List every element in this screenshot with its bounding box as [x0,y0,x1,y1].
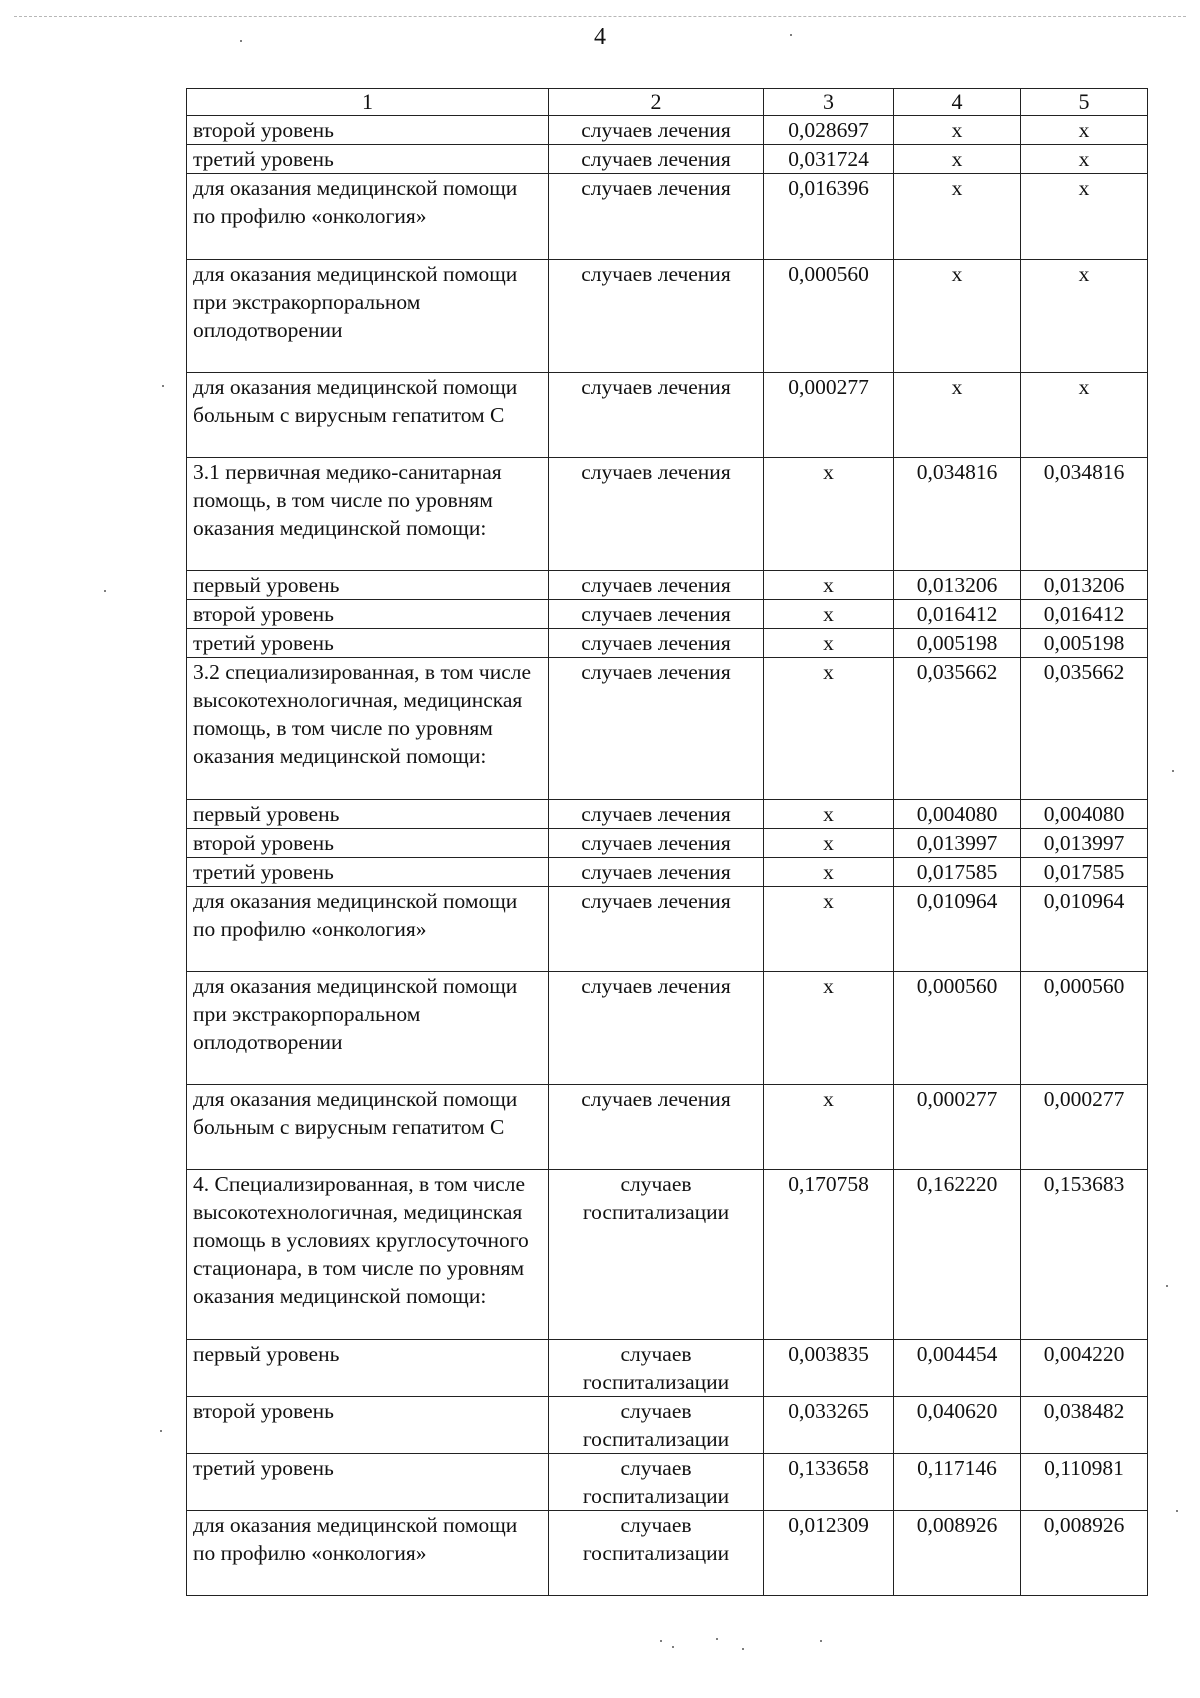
col4-value-cell: 0,000277 [894,1085,1021,1170]
table-row [187,145,1148,174]
col5-value-cell: х [1021,116,1148,145]
col3-value-cell: 0,003835 [764,1340,894,1397]
col5-value-cell: 0,013206 [1021,571,1148,600]
col3-value-cell: х [764,887,894,972]
col5-value-cell: 0,017585 [1021,858,1148,887]
table-row [187,600,1148,629]
table-row [187,629,1148,658]
unit-cell: случаев лечения [549,145,764,174]
column-header: 1 [187,89,549,116]
table-row [187,571,1148,600]
col3-value-cell: 0,031724 [764,145,894,174]
scan-speck [820,1640,822,1642]
col3-value-cell: 0,133658 [764,1454,894,1511]
unit-cell: случаев лечения [549,600,764,629]
column-header: 4 [894,89,1021,116]
table-row [187,800,1148,829]
col5-value-cell: 0,005198 [1021,629,1148,658]
table-row [187,116,1148,145]
col4-value-cell: 0,005198 [894,629,1021,658]
row-label-cell: третий уровень [187,858,549,887]
table-row [187,1170,1148,1340]
col5-value-cell: 0,153683 [1021,1170,1148,1340]
row-label-cell: первый уровень [187,571,549,600]
table-row [187,1085,1148,1170]
col3-value-cell: х [764,858,894,887]
unit-cell: случаев лечения [549,829,764,858]
col5-value-cell: 0,008926 [1021,1511,1148,1596]
row-label-cell: третий уровень [187,629,549,658]
table-row [187,174,1148,260]
col3-value-cell: х [764,571,894,600]
scan-speck [162,385,164,387]
col3-value-cell: х [764,629,894,658]
row-label-cell: первый уровень [187,800,549,829]
table-row [187,373,1148,458]
row-label-cell: для оказания медицинской помощи по профилю «онкология» [187,887,549,972]
row-label-cell: первый уровень [187,1340,549,1397]
data-table [186,88,1148,1596]
row-label-cell: третий уровень [187,1454,549,1511]
col4-value-cell: х [894,174,1021,260]
col3-value-cell: х [764,829,894,858]
col4-value-cell: 0,004080 [894,800,1021,829]
col5-value-cell: 0,004080 [1021,800,1148,829]
col3-value-cell: х [764,658,894,800]
col5-value-cell: 0,010964 [1021,887,1148,972]
unit-cell: случаев лечения [549,373,764,458]
table-row [187,972,1148,1085]
unit-cell: случаев лечения [549,658,764,800]
col5-value-cell: 0,034816 [1021,458,1148,571]
row-label-cell: второй уровень [187,829,549,858]
col3-value-cell: 0,012309 [764,1511,894,1596]
unit-cell: случаев лечения [549,1085,764,1170]
page-number: 4 [594,24,606,50]
row-label-cell: для оказания медицинской помощи по профилю «онкология» [187,1511,549,1596]
unit-cell: случаев лечения [549,629,764,658]
unit-cell: случаев лечения [549,800,764,829]
unit-cell: случаев лечения [549,858,764,887]
unit-cell: случаев госпитализации [549,1340,764,1397]
col4-value-cell: 0,013997 [894,829,1021,858]
table-row [187,829,1148,858]
col5-value-cell: х [1021,145,1148,174]
col4-value-cell: 0,000560 [894,972,1021,1085]
unit-cell: случаев госпитализации [549,1397,764,1454]
col4-value-cell: 0,004454 [894,1340,1021,1397]
scan-speck [1172,770,1174,772]
col5-value-cell: 0,110981 [1021,1454,1148,1511]
col4-value-cell: х [894,373,1021,458]
table-row [187,858,1148,887]
row-label-cell: 3.1 первичная медико-санитарная помощь, в том числе по уровням оказания медицинской помощи: [187,458,549,571]
unit-cell: случаев лечения [549,174,764,260]
col4-value-cell: 0,040620 [894,1397,1021,1454]
row-label-cell: второй уровень [187,116,549,145]
col3-value-cell: х [764,1085,894,1170]
unit-cell: случаев госпитализации [549,1511,764,1596]
col4-value-cell: х [894,145,1021,174]
unit-cell: случаев лечения [549,458,764,571]
table-header-row [187,89,1148,116]
scan-speck [1176,1510,1178,1512]
table-row [187,1454,1148,1511]
unit-cell: случаев лечения [549,887,764,972]
col5-value-cell: х [1021,174,1148,260]
col4-value-cell: 0,013206 [894,571,1021,600]
scan-speck [742,1648,744,1650]
col5-value-cell: 0,016412 [1021,600,1148,629]
row-label-cell: 3.2 специализированная, в том числе высокотехнологичная, медицинская помощь, в том числе по уровням оказания медицинской помощи: [187,658,549,800]
column-header: 5 [1021,89,1148,116]
scan-speck [240,40,242,42]
col3-value-cell: х [764,800,894,829]
row-label-cell: 4. Специализированная, в том числе высокотехнологичная, медицинская помощь в условиях круглосуточного стационара, в том числе по уровням оказания медицинской помощи: [187,1170,549,1340]
col4-value-cell: 0,162220 [894,1170,1021,1340]
scan-speck [672,1646,674,1648]
unit-cell: случаев госпитализации [549,1170,764,1340]
col5-value-cell: 0,000277 [1021,1085,1148,1170]
col3-value-cell: х [764,458,894,571]
col3-value-cell: х [764,972,894,1085]
table-row [187,1397,1148,1454]
col5-value-cell: х [1021,373,1148,458]
col4-value-cell: х [894,116,1021,145]
row-label-cell: второй уровень [187,1397,549,1454]
col4-value-cell: 0,010964 [894,887,1021,972]
scan-speck [716,1638,718,1640]
col3-value-cell: 0,170758 [764,1170,894,1340]
unit-cell: случаев госпитализации [549,1454,764,1511]
col3-value-cell: х [764,600,894,629]
table-row [187,458,1148,571]
col4-value-cell: 0,016412 [894,600,1021,629]
col3-value-cell: 0,028697 [764,116,894,145]
unit-cell: случаев лечения [549,260,764,373]
unit-cell: случаев лечения [549,571,764,600]
scan-edge-line [14,16,1186,17]
col3-value-cell: 0,000277 [764,373,894,458]
col4-value-cell: 0,008926 [894,1511,1021,1596]
row-label-cell: для оказания медицинской помощи больным с вирусным гепатитом С [187,1085,549,1170]
unit-cell: случаев лечения [549,972,764,1085]
col4-value-cell: х [894,260,1021,373]
col4-value-cell: 0,034816 [894,458,1021,571]
table-row [187,1340,1148,1397]
row-label-cell: для оказания медицинской помощи больным с вирусным гепатитом С [187,373,549,458]
unit-cell: случаев лечения [549,116,764,145]
column-header: 2 [549,89,764,116]
scan-speck [104,590,106,592]
row-label-cell: второй уровень [187,600,549,629]
col5-value-cell: 0,035662 [1021,658,1148,800]
col4-value-cell: 0,017585 [894,858,1021,887]
table-row [187,887,1148,972]
col4-value-cell: 0,117146 [894,1454,1021,1511]
col5-value-cell: 0,004220 [1021,1340,1148,1397]
col5-value-cell: 0,013997 [1021,829,1148,858]
table-row [187,658,1148,800]
row-label-cell: для оказания медицинской помощи при экстракорпоральном оплодотворении [187,260,549,373]
column-header: 3 [764,89,894,116]
scan-speck [1166,1285,1168,1287]
table-row [187,1511,1148,1596]
col5-value-cell: 0,038482 [1021,1397,1148,1454]
col3-value-cell: 0,033265 [764,1397,894,1454]
col5-value-cell: 0,000560 [1021,972,1148,1085]
col5-value-cell: х [1021,260,1148,373]
row-label-cell: третий уровень [187,145,549,174]
col3-value-cell: 0,016396 [764,174,894,260]
scan-speck [660,1640,662,1642]
row-label-cell: для оказания медицинской помощи при экстракорпоральном оплодотворении [187,972,549,1085]
table-row [187,260,1148,373]
scan-speck [790,34,792,36]
scan-speck [160,1430,162,1432]
col3-value-cell: 0,000560 [764,260,894,373]
row-label-cell: для оказания медицинской помощи по профилю «онкология» [187,174,549,260]
col4-value-cell: 0,035662 [894,658,1021,800]
